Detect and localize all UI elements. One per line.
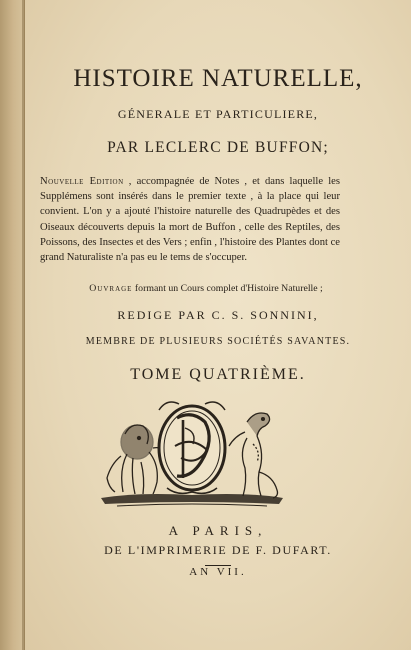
- dog-figure: [229, 413, 278, 498]
- author-line: PAR LECLERC DE BUFFON;: [107, 139, 329, 156]
- book-subtitle: GÉNERALE ET PARTICULIERE,: [117, 107, 319, 121]
- ouvrage-line: [46, 283, 366, 294]
- volume-number: TOME QUATRIÈME.: [130, 366, 306, 383]
- editor-affiliation: MEMBRE DE PLUSIEURS SOCIÉTÉS SAVANTES.: [85, 336, 351, 347]
- title-page: [25, 0, 411, 650]
- monogram-cartouche: [159, 402, 225, 493]
- printer-vignette-emblem: [97, 392, 287, 514]
- printer-line: DE L'IMPRIMERIE DE F. DUFART.: [104, 543, 332, 557]
- spine-gutter: [22, 0, 24, 650]
- publication-year: AN VII.: [189, 566, 247, 578]
- ouvrage-lead: Ouvrage: [89, 283, 133, 294]
- ouvrage-text: formant un Cours complet d'Histoire Naturelle ;: [132, 283, 323, 294]
- edition-description: [40, 174, 340, 265]
- place-of-publication: A PARIS,: [168, 523, 268, 538]
- lion-figure: [107, 425, 167, 494]
- editor-line: REDIGE PAR C. S. SONNINI,: [117, 308, 319, 322]
- book-title: HISTOIRE NATURELLE,: [73, 65, 363, 92]
- edition-lead: Nouvelle Edition: [40, 176, 124, 187]
- edition-text: , accompagnée de Notes , et dans laquelle les Supplémens sont insérés dans le premier texte , à la place qui leur convient. L'on y a ajouté l'histoire naturelle des Quadrupèdes et des Oiseaux découverts depuis la mort de Buffon , celle des Reptiles, des Poissons, des Insectes et des Vers ; enfin , l'histoire des Plantes dont ce grand Naturaliste n'a pas eu le tems de s'occuper.: [40, 176, 340, 264]
